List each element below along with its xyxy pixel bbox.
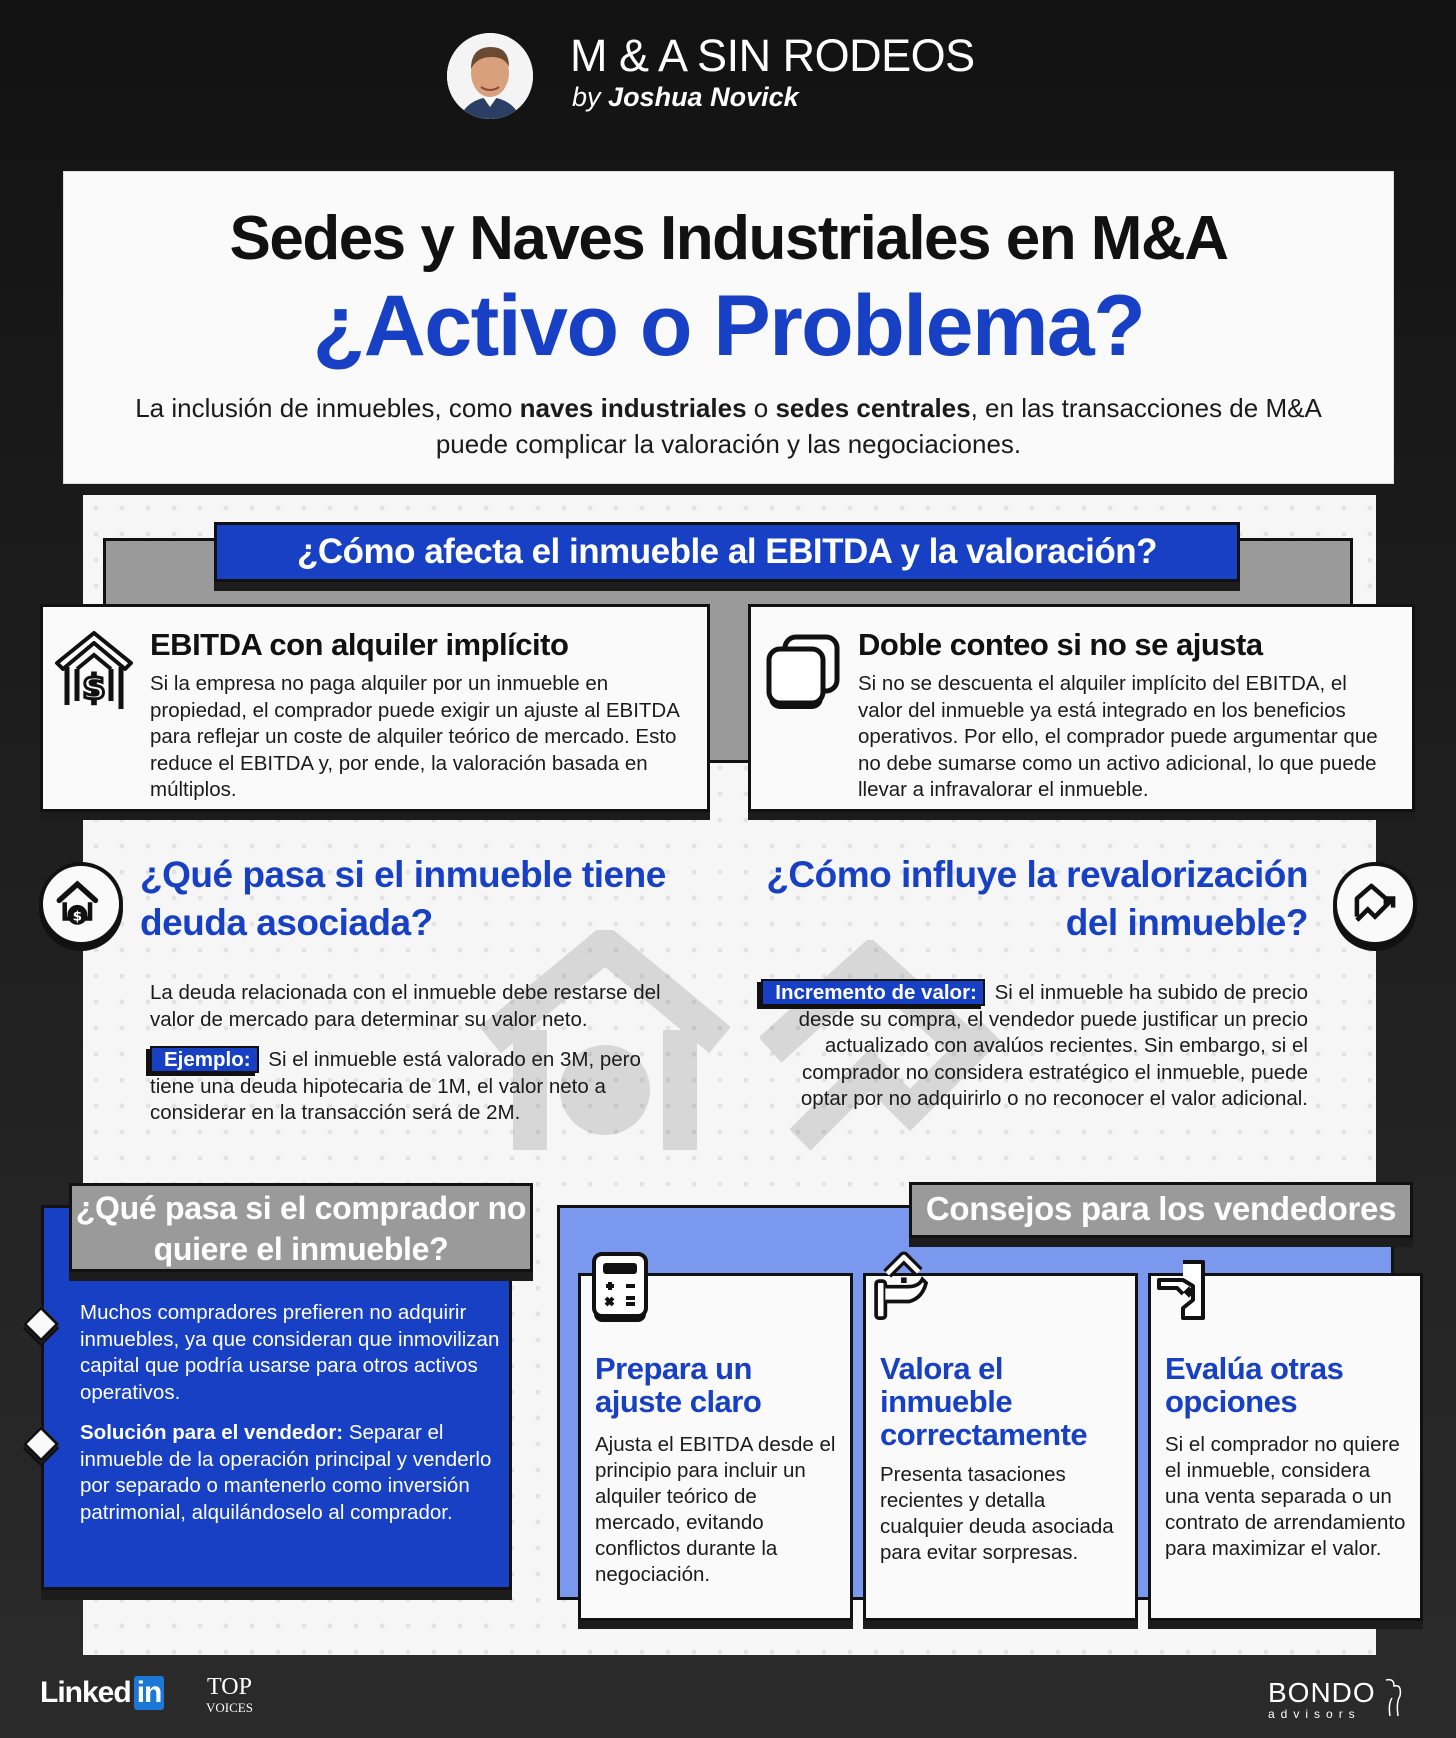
top-voices-top: TOP <box>207 1674 252 1700</box>
calculator-icon <box>590 1250 654 1324</box>
card-title: Doble conteo si no se ajusta <box>858 627 1263 662</box>
page-title: Sedes y Naves Industriales en M&A <box>229 204 1228 273</box>
brand-byline <box>572 82 799 113</box>
tip-body: Si el comprador no quiere el inmueble, considera una venta separada o un contrato de arrendamiento para maximizar el valor. <box>1165 1433 1406 1560</box>
ebitda-section-header: ¿Cómo afecta el inmueble al EBITDA y la valoración? <box>214 522 1240 582</box>
author-avatar <box>447 33 533 119</box>
tip-card-valuation <box>863 1273 1138 1621</box>
intro-part: , en las transacciones de M&A puede complicar la valoración y las negociaciones. <box>435 393 1322 459</box>
card-double-counting <box>748 604 1415 812</box>
tip-title: Evalúa otras opciones <box>1165 1351 1344 1419</box>
deer-logo-icon <box>1380 1676 1408 1718</box>
bondo-wordmark: BONDO <box>1268 1677 1376 1708</box>
debt-example <box>150 1047 690 1127</box>
card-ebitda-implicit-rent <box>40 604 710 812</box>
duplicate-icon <box>757 625 847 715</box>
example-body: Si el inmueble está valorado en 3M, pero tiene una deuda hipotecaria de 1M, el valor neto a considerar en la transacción será de 2M. <box>150 1048 641 1124</box>
intro-bold: sedes centrales <box>775 393 971 423</box>
top-voices-bottom: VOICES <box>206 1700 253 1715</box>
intro-part: La inclusión de inmuebles, como <box>135 393 520 423</box>
card-body: Si la empresa no paga alquiler por un inmueble en propiedad, el comprador puede exigir un ajuste al EBITDA para reflejar un coste de alquiler teórico de mercado. Esto reduce el EBITDA y, por ende, la valoración basada en múltiplos. <box>150 672 679 801</box>
house-growth-icon <box>1333 862 1417 946</box>
buyer-point-1: Muchos compradores prefieren no adquirir inmuebles, ya que consideran que inmovilizan capital que podría usarse para otros activos operativos. <box>80 1301 500 1404</box>
svg-text:$: $ <box>72 908 83 925</box>
title-card <box>63 171 1394 484</box>
advisors-wordmark: advisors <box>1268 1707 1361 1721</box>
tip-card-adjustment <box>578 1273 853 1621</box>
intro-bold: naves industriales <box>519 393 747 423</box>
value-increase-tag: Incremento de valor: <box>761 979 985 1006</box>
tip-body: Ajusta el EBITDA desde el principio para incluir un alquiler teórico de mercado, evitando conflictos durante la negociación. <box>595 1433 836 1586</box>
revaluation-text: Si el inmueble ha subido de precio desde su compra, el vendedor puede justificar un precio actualizado con avalúos recientes. Sin embargo, si el comprador no considera estratégico el inmueble, puede optar por no adquirirlo o no reconocer el valor adicional. <box>798 981 1308 1110</box>
debt-section-body: La deuda relacionada con el inmueble debe restarse del valor de mercado para determinar su valor neto. <box>150 981 661 1031</box>
hand-house-icon <box>870 1246 934 1320</box>
house-coin-icon <box>39 862 123 946</box>
brand-title: M & A SIN RODEOS <box>570 30 975 81</box>
intro-part: o <box>746 393 776 423</box>
tip-title: Prepara un ajuste claro <box>595 1351 762 1419</box>
tip-title: Valora el inmueble correctamente <box>880 1351 1088 1452</box>
tips-section-title: Consejos para los vendedores <box>909 1182 1413 1238</box>
tip-body: Presenta tasaciones recientes y detalla cualquier deuda asociada para evitar sorpresas. <box>880 1463 1114 1564</box>
card-body: Si no se descuenta el alquiler implícito del EBITDA, el valor del inmueble ya está integrado en los beneficios operativos. Por ello, el comprador puede argumentar que no debe sumarse como un activo adicional, lo que puede llevar a infravalorar el inmueble. <box>858 672 1378 801</box>
card-title: EBITDA con alquiler implícito <box>150 627 569 662</box>
page-subtitle: ¿Activo o Problema? <box>312 278 1145 374</box>
top-voices-badge <box>206 1675 253 1714</box>
revaluation-section-title: ¿Cómo influye la revalorización del inmueble? <box>766 854 1308 943</box>
buyer-point-2 <box>80 1420 500 1526</box>
svg-text:$: $ <box>82 668 106 708</box>
linkedin-in-badge: in <box>134 1676 165 1710</box>
byline-prefix: by <box>572 82 601 112</box>
solution-text: Separar el inmueble de la operación principal y venderlo por separado o mantenerlo como inversión patrimonial, alquilándoselo al comprador. <box>80 1421 492 1524</box>
linkedin-logo <box>40 1676 164 1710</box>
debt-section-title: ¿Qué pasa si el inmueble tiene deuda asociada? <box>140 854 666 943</box>
linkedin-word: Linked <box>40 1676 131 1709</box>
bondo-advisors-logo <box>1268 1677 1376 1721</box>
author-name: Joshua Novick <box>608 82 799 112</box>
example-tag: Ejemplo: <box>150 1046 259 1073</box>
split-arrows-icon <box>1155 1256 1219 1330</box>
buyer-section-title: ¿Qué pasa si el comprador no quiere el inmueble? <box>69 1183 533 1272</box>
house-dollar-icon <box>49 625 139 715</box>
solution-label: Solución para el vendedor: <box>80 1421 344 1444</box>
revaluation-body <box>760 980 1308 1113</box>
intro-text <box>124 390 1333 462</box>
